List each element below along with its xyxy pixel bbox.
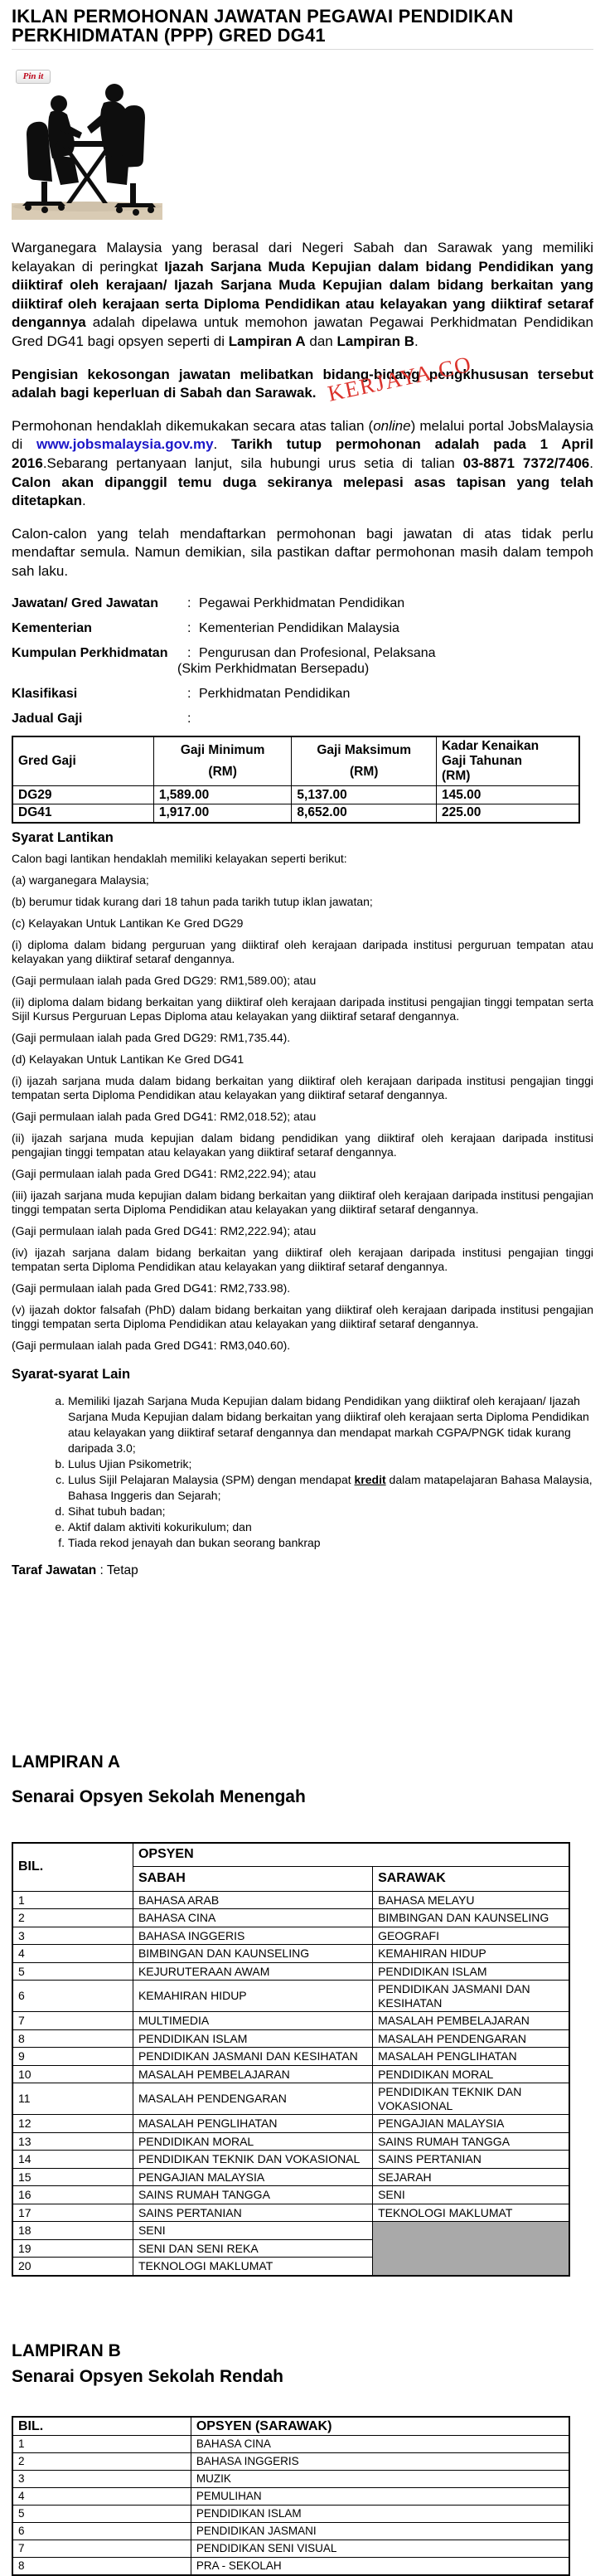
text-segment: Aktif dalam aktiviti kokurikulum; dan	[68, 1519, 252, 1533]
lampiran-b-row	[12, 2523, 569, 2540]
lampiran-a-row	[12, 2132, 569, 2151]
sarawak-option-cell: MASALAH PEMBELAJARAN	[373, 2012, 569, 2030]
syarat-paragraph: (c) Kelayakan Untuk Lantikan Ke Gred DG29	[12, 916, 244, 930]
syarat-paragraph: (Gaji permulaan ialah pada Gred DG41: RM2,222.94); atau	[12, 1223, 317, 1237]
bil-cell: 1	[12, 2436, 191, 2453]
sarawak-option-cell: BIMBINGAN DAN KAUNSELING	[373, 1909, 569, 1927]
sarawak-option-cell: BAHASA MELAYU	[373, 1891, 569, 1909]
sarawak-option-cell: PENDIDIKAN ISLAM	[373, 1962, 569, 1981]
bil-cell: 13	[12, 2132, 133, 2151]
lampiran-a-header-opsyen: OPSYEN	[133, 1843, 569, 1866]
sarawak-option-cell: KEMAHIRAN HIDUP	[373, 1945, 569, 1963]
lampiran-a-row	[12, 2151, 569, 2169]
lampiran-a-subheading: Senarai Opsyen Sekolah Menengah	[12, 1787, 306, 1806]
syarat-lain-heading: Syarat-syarat Lain	[12, 1366, 131, 1382]
registered-candidates-paragraph	[12, 525, 593, 581]
lampiran-a-section	[12, 1752, 570, 2277]
salary-column-header: Gred Gaji	[12, 736, 153, 786]
sarawak-option-cell: PENGAJIAN MALAYSIA	[373, 2115, 569, 2133]
text-segment: Tarikh tutup permohonan adalah pada 1 April 2016	[12, 436, 593, 471]
salary-cell: 1,589.00	[153, 786, 292, 804]
job-detail-value: Kementerian Pendidikan Malaysia	[199, 620, 399, 635]
lampiran-a-header-sarawak: SARAWAK	[373, 1866, 569, 1891]
bil-cell: 10	[12, 2065, 133, 2083]
sabah-option-cell: SENI	[133, 2222, 372, 2240]
bil-cell: 4	[12, 2488, 191, 2506]
lampiran-b-header-opsyen: OPSYEN (SARAWAK)	[191, 2417, 569, 2436]
bil-cell: 16	[12, 2186, 133, 2204]
syarat-lantikan-heading: Syarat Lantikan	[12, 829, 114, 845]
sabah-option-cell: TEKNOLOGI MAKLUMAT	[133, 2258, 372, 2276]
syarat-paragraph: (Gaji permulaan ialah pada Gred DG41: RM2,733.98).	[12, 1281, 291, 1295]
syarat-paragraph: Calon bagi lantikan hendaklah memiliki kelayakan seperti berikut:	[12, 851, 347, 865]
syarat-paragraph: (Gaji permulaan ialah pada Gred DG29: RM1,589.00); atau	[12, 973, 317, 987]
sarawak-option-cell: MASALAH PENGLIHATAN	[373, 2048, 569, 2066]
syarat-paragraph: (d) Kelayakan Untuk Lantikan Ke Gred DG41	[12, 1052, 244, 1066]
opsyen-cell: BAHASA INGGERIS	[191, 2453, 569, 2471]
salary-column-header: Kadar Kenaikan Gaji Tahunan (RM)	[436, 736, 579, 786]
kerjaya-watermark: KERJAYA.CO	[325, 351, 474, 406]
lampiran-a-row	[12, 1891, 569, 1909]
job-detail-colon: :	[187, 645, 191, 660]
bil-cell: 9	[12, 2048, 133, 2066]
bil-cell: 3	[12, 2471, 191, 2488]
sabah-option-cell: PENDIDIKAN MORAL	[133, 2132, 372, 2151]
text-segment: .	[213, 436, 232, 453]
lampiran-a-header-sabah: SABAH	[133, 1866, 372, 1891]
sabah-option-cell: KEMAHIRAN HIDUP	[133, 1981, 372, 2012]
text-segment: 03-8871 7372/7406	[462, 454, 590, 471]
lampiran-a-row	[12, 2083, 569, 2115]
lampiran-a-row	[12, 2204, 569, 2222]
job-detail-colon: :	[187, 620, 191, 635]
bil-cell: 2	[12, 1909, 133, 1927]
text-segment: .	[589, 454, 593, 471]
bil-cell: 3	[12, 1927, 133, 1945]
bil-cell: 18	[12, 2222, 133, 2240]
text-segment: Warganegara Malaysia yang berasal dari Negeri Sabah dan Sarawak yang memiliki kelayakan di peringkat	[12, 240, 593, 275]
syarat-paragraph: (i) ijazah sarjana muda dalam bidang berkaitan yang diiktiraf oleh kerajaan daripada institusi pengajian tinggi tempatan serta Diploma Pendidikan atau kelayakan yang diiktiraf setaraf dengannya.	[12, 1073, 593, 1101]
lampiran-b-heading: LAMPIRAN B	[12, 2341, 121, 2360]
taraf-label: Taraf Jawatan	[12, 1563, 97, 1577]
opsyen-cell: PENDIDIKAN SENI VISUAL	[191, 2540, 569, 2558]
lampiran-b-row	[12, 2558, 569, 2576]
text-segment: Lampiran B	[336, 333, 414, 349]
syarat-paragraph: (Gaji permulaan ialah pada Gred DG29: RM1,735.44).	[12, 1030, 291, 1044]
text-segment: Lulus Sijil Pelajaran Malaysia (SPM) dengan mendapat	[68, 1472, 355, 1486]
text-segment: .	[82, 493, 86, 509]
salary-cell: 145.00	[436, 786, 579, 804]
lampiran-b-section	[12, 2340, 570, 2576]
bil-cell: 8	[12, 2029, 133, 2048]
syarat-lain-item	[68, 1393, 593, 1456]
syarat-lain-item	[68, 1472, 593, 1504]
text-segment: Calon-calon yang telah mendaftarkan permohonan bagi jawatan di atas tidak perlu mendaftar semula. Namun demikian, sila pastikan daftar permohonan masih dalam tempoh sah laku.	[12, 525, 593, 579]
bil-cell: 17	[12, 2204, 133, 2222]
opsyen-cell: MUZIK	[191, 2471, 569, 2488]
lampiran-b-row	[12, 2436, 569, 2453]
text-segment: dalam matapelajaran Bahasa Malaysia, Bahasa Inggeris dan Sejarah;	[68, 1472, 593, 1502]
sarawak-option-cell: SAINS RUMAH TANGGA	[373, 2132, 569, 2151]
sarawak-option-cell: MASALAH PENDENGARAN	[373, 2029, 569, 2048]
sarawak-option-cell: TEKNOLOGI MAKLUMAT	[373, 2204, 569, 2222]
sarawak-option-cell: PENDIDIKAN JASMANI DAN KESIHATAN	[373, 1981, 569, 2012]
lampiran-b-table	[12, 2416, 570, 2576]
lampiran-a-row	[12, 2012, 569, 2030]
syarat-paragraph: (b) berumur tidak kurang dari 18 tahun pada tarikh tutup iklan jawatan;	[12, 894, 373, 908]
syarat-paragraph: (ii) ijazah sarjana muda kepujian dalam bidang pendidikan yang diiktiraf oleh kerajaan daripada institusi pengajian tinggi tempatan atau kelayakan yang diiktiraf setaraf dengannya.	[12, 1130, 593, 1159]
job-detail-row	[12, 711, 593, 727]
job-detail-row	[12, 645, 593, 677]
syarat-paragraph: (a) warganegara Malaysia;	[12, 872, 149, 887]
sabah-option-cell: SENI DAN SENI REKA	[133, 2239, 372, 2258]
job-detail-label: Jadual Gaji	[12, 711, 83, 726]
lampiran-b-row	[12, 2488, 569, 2506]
interview-photo	[12, 57, 162, 220]
bil-cell: 14	[12, 2151, 133, 2169]
lampiran-a-row	[12, 1962, 569, 1981]
sabah-option-cell: MASALAH PENDENGARAN	[133, 2083, 372, 2115]
lampiran-a-row	[12, 2029, 569, 2048]
intro-paragraph	[12, 239, 593, 352]
lampiran-b-row	[12, 2471, 569, 2488]
lampiran-a-table	[12, 1842, 570, 2277]
syarat-paragraph: (Gaji permulaan ialah pada Gred DG41: RM3,040.60).	[12, 1338, 291, 1352]
bil-cell: 5	[12, 1962, 133, 1981]
syarat-paragraph: (i) diploma dalam bidang perguruan yang diiktiraf oleh kerajaan daripada institusi perguruan tempatan atau kelayakan yang diiktiraf setaraf dengannya.	[12, 937, 593, 965]
job-detail-label: Kumpulan Perkhidmatan	[12, 645, 168, 660]
job-detail-colon: :	[187, 686, 191, 701]
bil-cell: 20	[12, 2258, 133, 2276]
syarat-lain-item	[68, 1504, 593, 1519]
sabah-option-cell: SAINS RUMAH TANGGA	[133, 2186, 372, 2204]
jobsmalaysia-link[interactable]: www.jobsmalaysia.gov.my	[36, 436, 214, 453]
job-detail-label: Jawatan/ Gred Jawatan	[12, 595, 158, 610]
sarawak-option-cell: SAINS PERTANIAN	[373, 2151, 569, 2169]
bil-cell: 8	[12, 2558, 191, 2576]
syarat-lantikan-body	[12, 852, 593, 1353]
opsyen-cell: PRA - SEKOLAH	[191, 2558, 569, 2576]
lampiran-b-row	[12, 2453, 569, 2471]
job-detail-colon: :	[187, 711, 191, 726]
syarat-paragraph: (iii) ijazah sarjana muda kepujian dalam bidang berkaitan yang diiktiraf oleh kerajaan daripada institusi pengajian tinggi tempatan serta Diploma Pendidikan atau kelayakan yang diiktiraf setaraf dengannya.	[12, 1188, 593, 1216]
application-paragraph	[12, 417, 593, 511]
job-detail-row	[12, 620, 593, 636]
lampiran-b-header-bil: BIL.	[12, 2417, 191, 2436]
lampiran-a-heading: LAMPIRAN A	[12, 1752, 121, 1772]
lampiran-a-row	[12, 1909, 569, 1927]
text-segment: Memiliki Ijazah Sarjana Muda Kepujian dalam bidang Pendidikan yang diiktiraf oleh kerajaan/ Ijazah Sarjana Muda Kepujian dalam bidang berkaitan yang diiktiraf oleh kerajaan serta Diploma Pendidikan atau kelayakan yang diiktiraf setaraf dengannya dan mendapat markah CGPA/PNGK tidak kurang daripada 3.0;	[68, 1393, 589, 1455]
job-detail-row	[12, 595, 593, 611]
text-segment: Pengisian kekosongan jawatan melibatkan bidang-bidang pengkhususan tersebut adalah bagi keperluan di Sabah dan Sarawak.	[12, 366, 593, 401]
bil-cell: 12	[12, 2115, 133, 2133]
pinterest-pin-button[interactable]: Pin it	[16, 70, 51, 84]
text-segment: .Sebarang pertanyaan lanjut, sila hubungi urus setia di talian	[42, 454, 463, 471]
bil-cell: 19	[12, 2239, 133, 2258]
page-title: IKLAN PERMOHONAN JAWATAN PEGAWAI PENDIDIKAN PERKHIDMATAN (PPP) GRED DG41	[12, 6, 514, 46]
bil-cell: 7	[12, 2540, 191, 2558]
syarat-lain-item	[68, 1456, 593, 1472]
lampiran-b-row	[12, 2540, 569, 2558]
lampiran-a-row	[12, 2115, 569, 2133]
sabah-option-cell: SAINS PERTANIAN	[133, 2204, 372, 2222]
bil-cell: 5	[12, 2506, 191, 2523]
lampiran-a-row	[12, 1981, 569, 2012]
sabah-option-cell: MASALAH PEMBELAJARAN	[133, 2065, 372, 2083]
text-segment: Calon akan dipanggil temu duga sekiranya melepasi asas tapisan yang telah ditetapkan	[12, 474, 593, 509]
job-detail-label: Klasifikasi	[12, 686, 78, 701]
opsyen-cell: BAHASA CINA	[191, 2436, 569, 2453]
job-detail-label: Kementerian	[12, 620, 92, 635]
sarawak-empty-merged-cell	[373, 2222, 569, 2276]
bil-cell: 2	[12, 2453, 191, 2471]
bil-cell: 6	[12, 1981, 133, 2012]
salary-cell: DG29	[12, 786, 153, 804]
taraf-jawatan	[12, 1563, 593, 1578]
salary-row	[12, 786, 579, 804]
lampiran-b-row	[12, 2506, 569, 2523]
syarat-paragraph: (Gaji permulaan ialah pada Gred DG41: RM2,222.94); atau	[12, 1166, 317, 1180]
sabah-option-cell: BIMBINGAN DAN KAUNSELING	[133, 1945, 372, 1963]
job-detail-value: Pegawai Perkhidmatan Pendidikan	[199, 595, 405, 610]
lampiran-a-row	[12, 2168, 569, 2186]
text-segment: adalah dipelawa untuk memohon jawatan Pegawai Perkhidmatan Pendidikan Gred DG41 bagi opsyen seperti di	[12, 314, 593, 349]
sarawak-option-cell: SEJARAH	[373, 2168, 569, 2186]
sabah-option-cell: PENDIDIKAN TEKNIK DAN VOKASIONAL	[133, 2151, 372, 2169]
bil-cell: 7	[12, 2012, 133, 2030]
text-segment: Sihat tubuh badan;	[68, 1504, 166, 1518]
lampiran-a-row	[12, 1945, 569, 1963]
syarat-paragraph: (Gaji permulaan ialah pada Gred DG41: RM2,018.52); atau	[12, 1109, 317, 1123]
sabah-option-cell: BAHASA CINA	[133, 1909, 372, 1927]
job-detail-colon: :	[187, 595, 191, 610]
syarat-paragraph: (v) ijazah doktor falsafah (PhD) dalam bidang berkaitan yang diiktiraf oleh kerajaan daripada institusi pengajian tinggi tempatan serta Diploma Pendidikan atau kelayakan yang diiktiraf setaraf dengannya.	[12, 1302, 593, 1330]
text-segment: Ijazah Sarjana Muda Kepujian dalam bidang Pendidikan yang diiktiraf oleh kerajaan/ Ijazah Sarjana Muda Kepujian dalam bidang berkaitan yang diiktiraf oleh kerajaan serta Diploma Pendidikan atau kelayakan yang diiktiraf setaraf dengannya	[12, 258, 593, 331]
bil-cell: 1	[12, 1891, 133, 1909]
syarat-paragraph: (ii) diploma dalam bidang berkaitan yang diiktiraf oleh kerajaan daripada institusi pengajian tinggi tempatan serta Sijil Kursus Perguruan Lepas Diploma atau kelayakan yang diiktiraf setaraf dengannya.	[12, 994, 593, 1023]
lampiran-a-row	[12, 2065, 569, 2083]
taraf-value: Tetap	[106, 1563, 138, 1577]
sabah-option-cell: PENDIDIKAN JASMANI DAN KESIHATAN	[133, 2048, 372, 2066]
syarat-paragraph: (iv) ijazah sarjana dalam bidang berkaitan yang diiktiraf oleh kerajaan daripada institusi pengajian tinggi tempatan serta Diploma Pendidikan atau kelayakan yang diiktiraf setaraf dengannya.	[12, 1245, 593, 1273]
sarawak-option-cell: SENI	[373, 2186, 569, 2204]
job-detail-value	[199, 711, 593, 727]
bil-cell: 6	[12, 2523, 191, 2540]
syarat-lain-list	[12, 1393, 593, 1551]
text-segment: kredit	[354, 1472, 386, 1486]
salary-cell: 1,917.00	[153, 804, 292, 823]
job-detail-value: Pengurusan dan Profesional, Pelaksana (Skim Perkhidmatan Bersepadu)	[177, 645, 436, 676]
salary-cell: 225.00	[436, 804, 579, 823]
text-segment: ) melalui portal JobsMalaysia di	[12, 417, 593, 453]
sabah-option-cell: BAHASA ARAB	[133, 1891, 372, 1909]
text-segment: dan	[305, 333, 337, 349]
taraf-separator: :	[96, 1563, 107, 1577]
text-segment: online	[373, 417, 411, 434]
sabah-option-cell: MULTIMEDIA	[133, 2012, 372, 2030]
sarawak-option-cell: PENDIDIKAN TEKNIK DAN VOKASIONAL	[373, 2083, 569, 2115]
sarawak-option-cell: GEOGRAFI	[373, 1927, 569, 1945]
salary-row	[12, 804, 579, 823]
text-segment: Lulus Ujian Psikometrik;	[68, 1456, 192, 1470]
sabah-option-cell: MASALAH PENGLIHATAN	[133, 2115, 372, 2133]
bil-cell: 15	[12, 2168, 133, 2186]
opsyen-cell: PEMULIHAN	[191, 2488, 569, 2506]
opsyen-cell: PENDIDIKAN JASMANI	[191, 2523, 569, 2540]
job-detail-value: Perkhidmatan Pendidikan	[199, 686, 351, 701]
sarawak-option-cell: PENDIDIKAN MORAL	[373, 2065, 569, 2083]
lampiran-a-row	[12, 1927, 569, 1945]
lampiran-a-row	[12, 2186, 569, 2204]
sabah-option-cell: KEJURUTERAAN AWAM	[133, 1962, 372, 1981]
lampiran-b-subheading: Senarai Opsyen Sekolah Rendah	[12, 2367, 283, 2386]
job-details	[12, 595, 593, 727]
sabah-option-cell: BAHASA INGGERIS	[133, 1927, 372, 1945]
salary-cell: 5,137.00	[292, 786, 437, 804]
title-divider	[12, 49, 593, 50]
lampiran-a-row	[12, 2222, 569, 2240]
sabah-option-cell: PENGAJIAN MALAYSIA	[133, 2168, 372, 2186]
text-segment: Lampiran A	[228, 333, 306, 349]
text-segment: Tiada rekod jenayah dan bukan seorang bankrap	[68, 1535, 321, 1549]
salary-table	[12, 736, 580, 824]
lampiran-a-header-bil: BIL.	[12, 1843, 133, 1891]
salary-column-header: Gaji Minimum (RM)	[153, 736, 292, 786]
syarat-lain-item	[68, 1535, 593, 1551]
sabah-option-cell: PENDIDIKAN ISLAM	[133, 2029, 372, 2048]
syarat-lain-item	[68, 1519, 593, 1535]
salary-cell: DG41	[12, 804, 153, 823]
vacancy-note-paragraph	[12, 366, 593, 403]
opsyen-cell: PENDIDIKAN ISLAM	[191, 2506, 569, 2523]
text-segment: .	[414, 333, 419, 349]
bil-cell: 4	[12, 1945, 133, 1963]
salary-column-header: Gaji Maksimum (RM)	[292, 736, 437, 786]
lampiran-a-row	[12, 2048, 569, 2066]
bil-cell: 11	[12, 2083, 133, 2115]
text-segment: Permohonan hendaklah dikemukakan secara atas talian (	[12, 417, 374, 434]
salary-cell: 8,652.00	[292, 804, 437, 823]
job-detail-row	[12, 686, 593, 702]
